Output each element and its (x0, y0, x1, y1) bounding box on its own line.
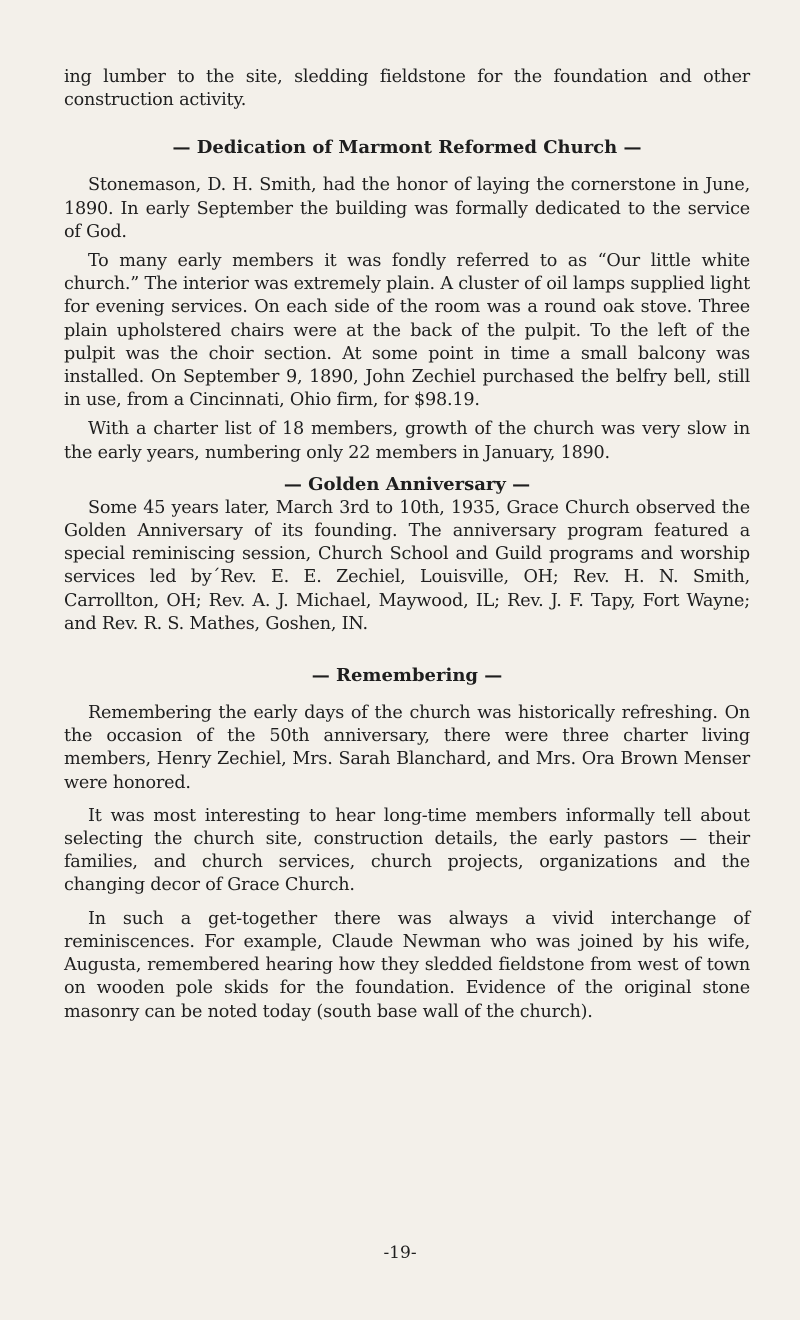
intro-paragraph: ing lumber to the site, sledding fieldstone for the foundation and other construction activity. (64, 67, 750, 111)
section-heading-remembering: — Remembering — (311, 665, 503, 687)
section-heading-dedication: — Dedication of Marmont Reformed Church — (172, 137, 642, 159)
document-page (64, 66, 750, 1024)
section-heading-golden-anniversary: — Golden Anniversary — (283, 473, 531, 495)
page-number: -19- (383, 1243, 417, 1263)
paragraph: In such a get-together there was always a vivid interchange of reminiscences. For example, Claude Newman who was joined by his wife, Augusta, remembered hearing how they sledded fieldstone from west of town on wooden pole skids for the foundation. Evidence of the original stone masonry can be noted today (south base wall of the church). (64, 908, 750, 1022)
paragraph: Stonemason, D. H. Smith, had the honor of laying the cornerstone in June, 1890. In early September the building was formally dedicated to the service of God. (64, 175, 750, 242)
paragraph: It was most interesting to hear long-time members informally tell about selecting the church site, construction details, the early pastors — their families, and church services, church projects, organizations and the changing decor of Grace Church. (64, 805, 750, 896)
paragraph: To many early members it was fondly referred to as “Our little white church.” The interior was extremely plain. A cluster of oil lamps supplied light for evening services. On each side of the room was a round oak stove. Three plain upholstered chairs were at the back of the pulpit. To the left of the pulpit was the choir section. At some point in time a small balcony was installed. On September 9, 1890, John Zechiel purchased the belfry bell, still in use, from a Cincinnati, Ohio firm, for $98.19. (64, 251, 750, 411)
paragraph: Some 45 years later, March 3rd to 10th, 1935, Grace Church observed the Golden Anniversary of its founding. The anniversary program featured a special reminiscing session, Church School and Guild programs and worship services led by´Rev. E. E. Zechiel, Louisville, OH; Rev. H. N. Smith, Carrollton, OH; Rev. A. J. Michael, Maywood, IL; Rev. J. F. Tapy, Fort Wayne; and Rev. R. S. Mathes, Goshen, IN. (64, 497, 750, 634)
paragraph: With a charter list of 18 members, growth of the church was very slow in the early years, numbering only 22 members in January, 1890. (64, 419, 750, 463)
paragraph: Remembering the early days of the church was historically refreshing. On the occasion of the 50th anniversary, there were three charter living members, Henry Zechiel, Mrs. Sarah Blanchard, and Mrs. Ora Brown Menser were honored. (64, 703, 750, 793)
